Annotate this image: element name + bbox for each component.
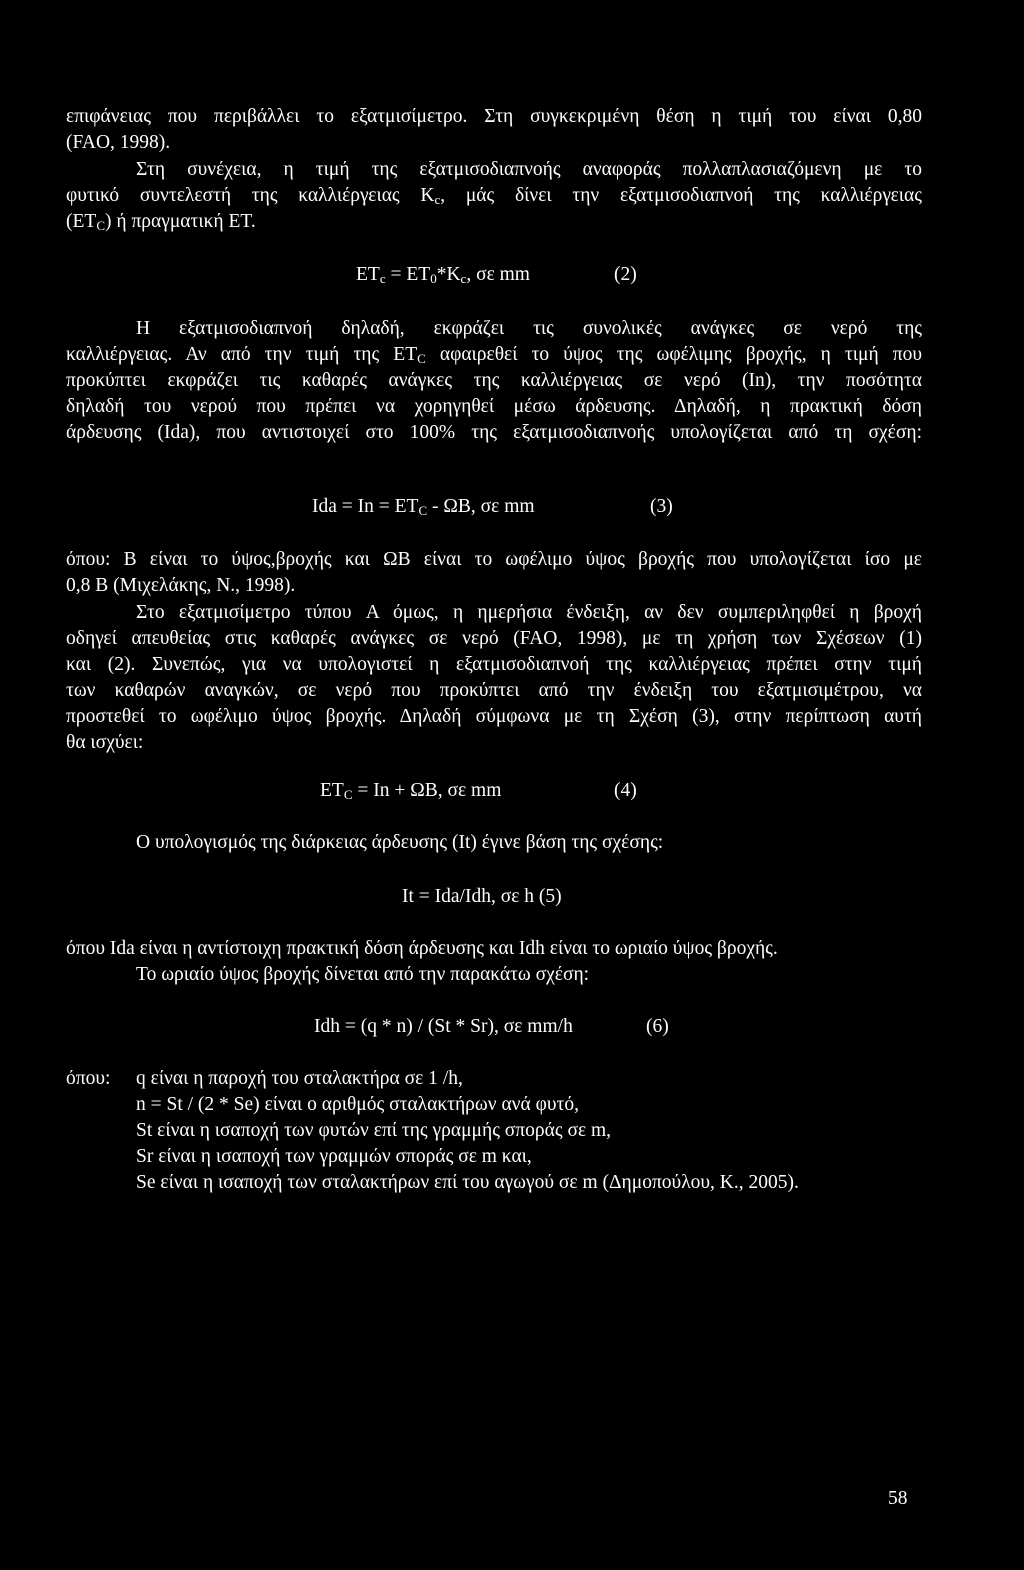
text-line: των καθαρών αναγκών, σε νερό που προκύπτει από την ένδειξη του εξατμισιμέτρου, να [66,680,922,701]
text-line: φυτικό συντελεστή της καλλιέργειας $K_c$, μάς δίνει την εξατμισοδιαπνοή της καλλιέργειας [66,185,922,207]
text-line: όπου: B είναι το ύψος,βροχής και ΩB είναι το ωφέλιμο ύψος βροχής που υπολογίζεται ίσο με [66,549,922,570]
text-line: Στη συνέχεια, η τιμή της εξατμισοδιαπνοής αναφοράς πολλαπλασιαζόμενη με το [136,159,922,180]
text-line: όπου Ida είναι η αντίστοιχη πρακτική δόση άρδευσης και Idh είναι το ωριαίο ύψος βροχής. [66,938,778,959]
equation-2: $ET_c = ET_0*K_c$, σε mm [356,264,530,286]
text-line: (FAO, 1998). [66,132,171,153]
text-line: άρδευσης (Ida), που αντιστοιχεί στο 100% της εξατμισοδιαπνοής υπολογίζεται από τη σχέση: [66,422,922,443]
definition-item: Sr είναι η ισαποχή των γραμμών σποράς σε m και, [136,1146,532,1167]
equation-number: (4) [614,780,637,801]
equation-3: Ida = $In = ET_C - \Omega B$, σε mm [312,496,535,518]
equation-5: It = Ida/Idh, σε h (5) [402,886,562,907]
definition-item: St είναι η ισαποχή των φυτών επί της γραμμής σποράς σε m, [136,1120,612,1141]
equation-number: (2) [614,264,637,285]
equation-number: (3) [650,496,673,517]
definitions-label: όπου: [66,1068,111,1089]
text-line: και (2). Συνεπώς, για να υπολογιστεί η εξατμισοδιαπνοή της καλλιέργειας πρέπει στην τιμή [66,654,922,675]
definition-item: Se είναι η ισαποχή των σταλακτήρων επί του αγωγού σε m (Δημοπούλου, Κ., 2005). [136,1172,799,1193]
text-line: καλλιέργειας. Αν από την τιμή της $ET_C$ αφαιρεθεί το ύψος της ωφέλιμης βροχής, η τιμή που [66,344,923,366]
text-line: προστεθεί το ωφέλιμο ύψος βροχής. Δηλαδή σύμφωνα με τη Σχέση (3), στην περίπτωση αυτή [66,706,922,727]
text-line: Ο υπολογισμός της διάρκειας άρδευσης (It) έγινε βάση της σχέσης: [136,832,664,853]
text-line: Η εξατμισοδιαπνοή δηλαδή, εκφράζει τις συνολικές ανάγκες σε νερό της [136,318,922,339]
definition-item: q είναι η παροχή του σταλακτήρα σε 1 /h, [136,1068,463,1089]
text-line: θα ισχύει: [66,732,144,753]
equation-number: (6) [646,1016,669,1037]
text-line: Στο εξατμισίμετρο τύπου A όμως, η ημερήσια ένδειξη, αν δεν συμπεριληφθεί η βροχή [136,602,922,623]
text-line: δηλαδή του νερού που πρέπει να χορηγηθεί μέσω άρδευσης. Δηλαδή, η πρακτική δόση [66,396,922,417]
equation-6: Idh = (q * n) / (St * Sr), σε mm/h [314,1016,573,1037]
text-line: $(ET_C)$ ή πραγματική ET. [66,211,256,233]
text-line: επιφάνειας που περιβάλλει το εξατμισίμετρο. Στη συγκεκριμένη θέση η τιμή του είναι 0,80 [66,106,922,127]
definition-item: n = St / (2 * Se) είναι ο αριθμός σταλακτήρων ανά φυτό, [136,1094,579,1115]
text-line: οδηγεί απευθείας στις καθαρές ανάγκες σε νερό (FAO, 1998), με τη χρήση των Σχέσεων (1) [66,628,922,649]
equation-4: $ET_C = In + \Omega B$, σε mm [320,780,502,802]
page-number: 58 [888,1488,908,1509]
text-line: προκύπτει εκφράζει τις καθαρές ανάγκες της καλλιέργειας σε νερό (In), την ποσότητα [66,370,922,391]
text-line: 0,8 B (Μιχελάκης, Ν., 1998). [66,575,296,596]
text-line: Το ωριαίο ύψος βροχής δίνεται από την παρακάτω σχέση: [136,964,590,985]
